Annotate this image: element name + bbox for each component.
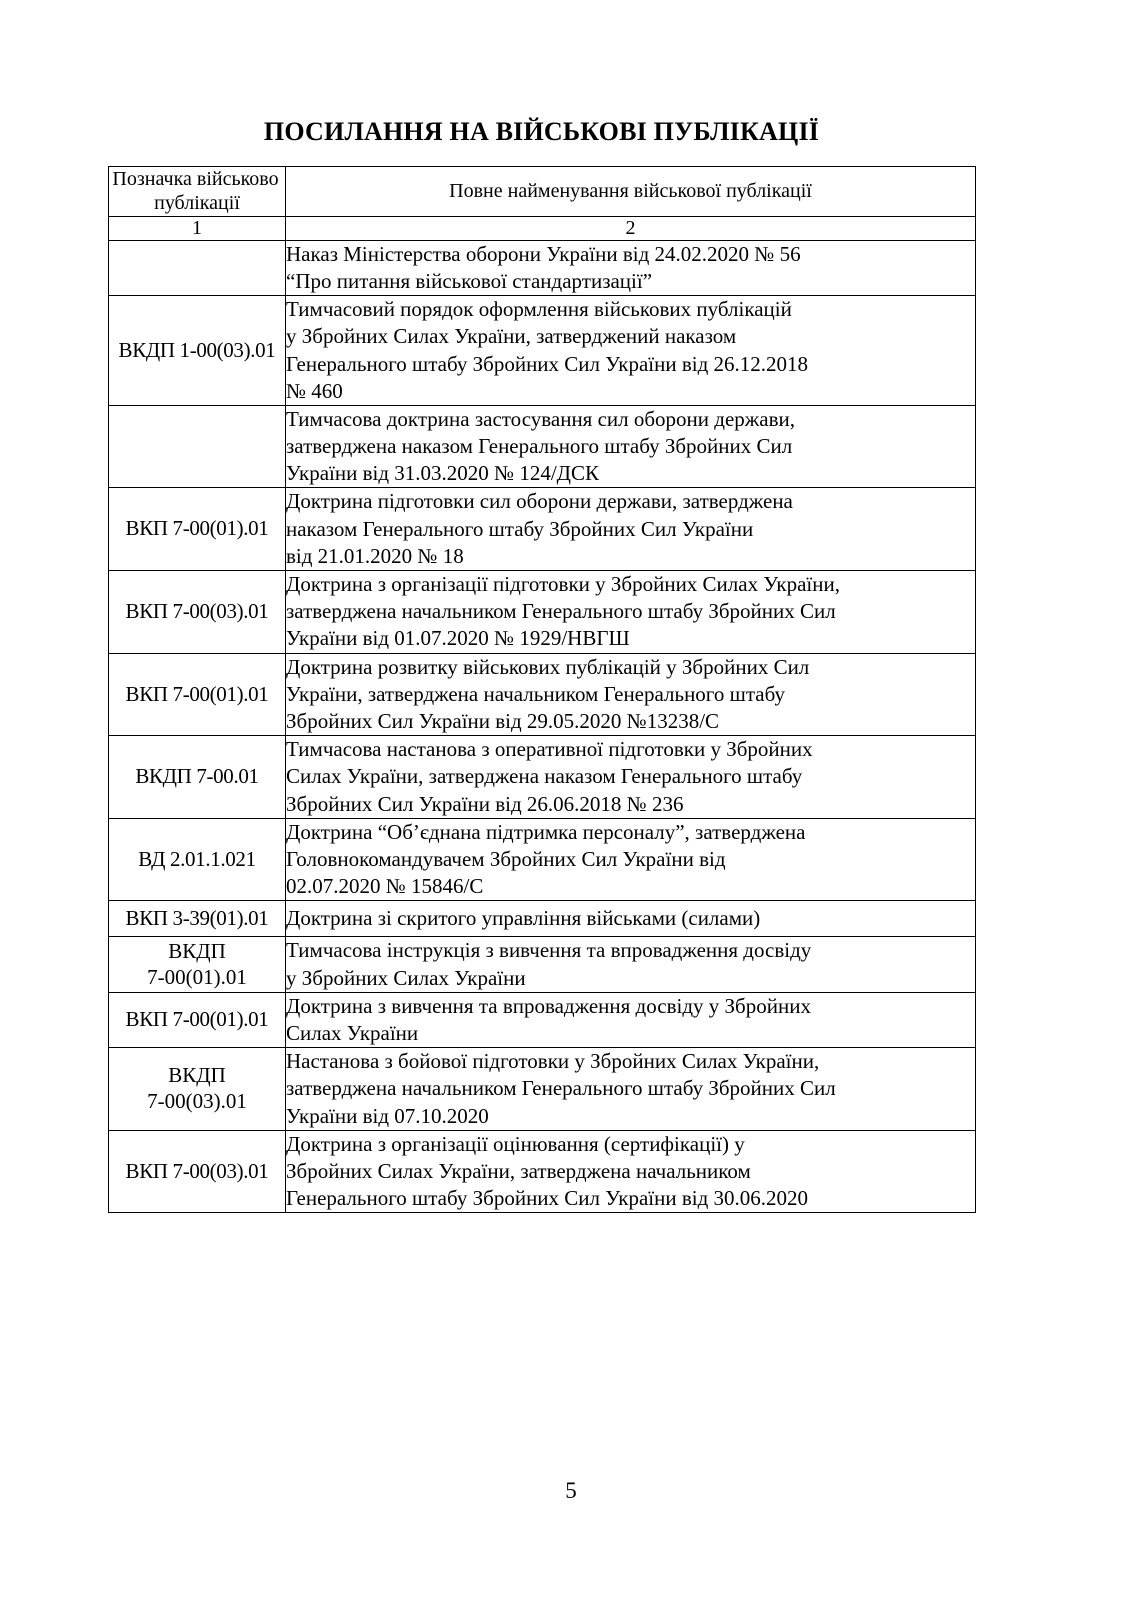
publication-name-line: 02.07.2020 № 15846/С	[286, 874, 484, 899]
table-row	[109, 653, 976, 736]
publication-name-line: Збройних Сил України від 26.06.2018 № 236	[286, 791, 684, 816]
header-cell-name: Повне найменування військової публікації	[286, 167, 976, 217]
page-number: 5	[565, 1478, 577, 1503]
cell-publication-code: ВКДП 7-00.01	[109, 736, 286, 819]
publication-name-line: у Збройних Силах України, затверджений наказом	[286, 324, 737, 349]
publication-name-line: Доктрина зі скритого управління військами (силами)	[286, 906, 761, 931]
publication-code-line-2: 7-00(03).01	[147, 1089, 247, 1113]
publication-code-line-2: 7-00(01).01	[147, 964, 247, 989]
publication-name-line: “Про питання військової стандартизації”	[286, 268, 653, 293]
publication-name-line: Генерального штабу Збройних Сил України від 26.12.2018	[286, 351, 809, 376]
publication-name-line: Тимчасова доктрина застосування сил оборони держави,	[286, 406, 796, 431]
table-column-number-row	[109, 216, 976, 240]
cell-publication-code	[109, 1048, 286, 1131]
header-code-line-1: Позначка військово	[112, 168, 279, 190]
table-row	[109, 736, 976, 819]
cell-publication-name	[286, 240, 976, 295]
publication-name-line: Генерального штабу Збройних Сил України від 30.06.2020	[286, 1186, 809, 1211]
publication-name-line: Тимчасовий порядок оформлення військових публікацій	[286, 297, 792, 322]
publication-name-line: Доктрина підготовки сил оборони держави, затверджена	[286, 489, 793, 514]
publication-name-line: Збройних Силах України, затверджена начальником	[286, 1158, 751, 1183]
cell-publication-code: ВКП 7-00(01).01	[109, 653, 286, 736]
cell-publication-name	[286, 488, 976, 571]
cell-publication-name	[286, 405, 976, 488]
publication-name-line: Тимчасова інструкція з вивчення та впровадження досвіду	[286, 938, 812, 963]
cell-publication-code	[109, 937, 286, 992]
cell-publication-code: ВКДП 1-00(03).01	[109, 296, 286, 406]
military-publications-table	[108, 166, 976, 1213]
publication-name-line: № 460	[286, 378, 343, 403]
table-row	[109, 992, 976, 1047]
publication-name-line: Збройних Сил України від 29.05.2020 №13238/С	[286, 708, 720, 733]
table-row	[109, 937, 976, 992]
publication-name-line: України, затверджена начальником Генерального штабу	[286, 681, 785, 706]
table-row	[109, 296, 976, 406]
column-number-2: 2	[286, 216, 976, 240]
cell-publication-name	[286, 901, 976, 937]
cell-publication-name	[286, 818, 976, 901]
cell-publication-name	[286, 296, 976, 406]
cell-publication-code: ВКП 3-39(01).01	[109, 901, 286, 937]
cell-publication-name	[286, 571, 976, 654]
publication-code-line-1: ВКДП	[168, 1063, 226, 1088]
table-row	[109, 1130, 976, 1213]
header-code-line-2: публікації	[154, 192, 240, 215]
cell-publication-name	[286, 653, 976, 736]
cell-publication-name	[286, 1048, 976, 1131]
publication-name-line: Доктрина розвитку військових публікацій у Збройних Сил	[286, 654, 810, 679]
publication-name-line: України від 31.03.2020 № 124/ДСК	[286, 461, 600, 486]
publication-name-line: у Збройних Силах України	[286, 965, 526, 990]
publication-name-line: Силах України	[286, 1021, 419, 1046]
table-row	[109, 240, 976, 295]
publication-name-line: України від 07.10.2020	[286, 1103, 489, 1128]
publication-name-line: затверджена наказом Генерального штабу Збройних Сил	[286, 434, 793, 459]
page-title: ПОСИЛАННЯ НА ВІЙСЬКОВІ ПУБЛІКАЦІЇ	[263, 117, 820, 146]
table-header-row	[109, 167, 976, 217]
publication-name-line: затверджена начальником Генерального штабу Збройних Сил	[286, 1076, 836, 1101]
publication-name-line: від 21.01.2020 № 18	[286, 543, 464, 568]
table-row	[109, 818, 976, 901]
table-row	[109, 488, 976, 571]
cell-publication-code: ВКП 7-00(01).01	[109, 488, 286, 571]
publication-name-line: України від 01.07.2020 № 1929/НВГШ	[286, 626, 630, 651]
table-row	[109, 901, 976, 937]
cell-publication-code: ВКП 7-00(03).01	[109, 1130, 286, 1213]
publication-name-line: Доктрина з вивчення та впровадження досвіду у Збройних	[286, 993, 811, 1018]
cell-publication-code	[109, 240, 286, 295]
table-row	[109, 405, 976, 488]
publication-name-line: Тимчасова настанова з оперативної підготовки у Збройних	[286, 737, 813, 762]
table-body	[109, 167, 976, 1213]
publication-name-line: Доктрина з організації підготовки у Збройних Силах України,	[286, 572, 840, 597]
publication-name-line: Силах України, затверджена наказом Генерального штабу	[286, 764, 803, 789]
publication-name-line: наказом Генерального штабу Збройних Сил України	[286, 516, 754, 541]
cell-publication-name	[286, 992, 976, 1047]
cell-publication-code: ВД 2.01.1.021	[109, 818, 286, 901]
cell-publication-code	[109, 405, 286, 488]
table-row	[109, 1048, 976, 1131]
cell-publication-name	[286, 1130, 976, 1213]
column-number-1: 1	[109, 216, 286, 240]
header-cell-code	[109, 167, 286, 217]
cell-publication-name	[286, 736, 976, 819]
table-row	[109, 571, 976, 654]
cell-publication-name	[286, 937, 976, 992]
publication-name-line: затверджена начальником Генерального штабу Збройних Сил	[286, 599, 836, 624]
publication-name-line: Настанова з бойової підготовки у Збройних Силах України,	[286, 1049, 820, 1074]
publication-name-line: Доктрина “Об’єднана підтримка персоналу”, затверджена	[286, 819, 806, 844]
publication-name-line: Головнокомандувачем Збройних Сил України від	[286, 846, 726, 871]
publication-name-line: Наказ Міністерства оборони України від 24.02.2020 № 56	[286, 241, 801, 266]
publication-name-line: Доктрина з організації оцінювання (сертифікації) у	[286, 1131, 745, 1156]
publication-code-line-1: ВКДП	[168, 939, 226, 964]
cell-publication-code: ВКП 7-00(01).01	[109, 992, 286, 1047]
cell-publication-code: ВКП 7-00(03).01	[109, 571, 286, 654]
